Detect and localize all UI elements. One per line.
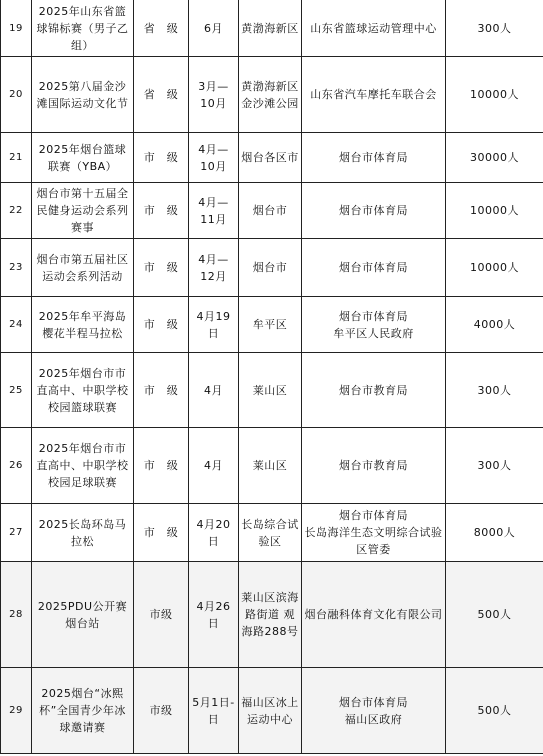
event-time: 3月—10月: [189, 57, 239, 133]
row-number: 29: [1, 668, 32, 754]
event-scale: 500人: [446, 668, 543, 754]
event-place: 莱山区: [239, 353, 302, 428]
event-level: 市 级: [134, 353, 189, 428]
row-number: 22: [1, 183, 32, 239]
event-scale: 10000人: [446, 239, 543, 297]
event-level: 省 级: [134, 0, 189, 57]
table-row: [1, 57, 543, 133]
event-place: 黄渤海新区金沙滩公园: [239, 57, 302, 133]
event-place: 烟台市: [239, 183, 302, 239]
event-time: 4月: [189, 428, 239, 504]
event-organizer: 烟台市体育局 长岛海洋生态文明综合试验区管委: [302, 504, 446, 562]
table-row: [1, 562, 543, 668]
row-number: 28: [1, 562, 32, 668]
event-name: 2025长岛环岛马拉松: [32, 504, 134, 562]
event-time: 4月26日: [189, 562, 239, 668]
event-name: 2025PDU公开赛 烟台站: [32, 562, 134, 668]
row-number: 24: [1, 297, 32, 353]
event-organizer: 山东省篮球运动管理中心: [302, 0, 446, 57]
event-time: 4月20日: [189, 504, 239, 562]
event-place: 长岛综合试验区: [239, 504, 302, 562]
event-organizer: 烟台市体育局: [302, 183, 446, 239]
event-name: 2025年烟台市市直高中、中职学校校园篮球联赛: [32, 353, 134, 428]
event-time: 4月—11月: [189, 183, 239, 239]
event-organizer: 烟台融科体育文化有限公司: [302, 562, 446, 668]
event-level: 市 级: [134, 183, 189, 239]
event-level: 市 级: [134, 133, 189, 183]
event-time: 4月—10月: [189, 133, 239, 183]
event-organizer: 烟台市教育局: [302, 353, 446, 428]
event-scale: 10000人: [446, 183, 543, 239]
event-name: 烟台市第十五届全民健身运动会系列赛事: [32, 183, 134, 239]
event-organizer: 烟台市教育局: [302, 428, 446, 504]
event-time: 4月19日: [189, 297, 239, 353]
event-organizer: 山东省汽车摩托车联合会: [302, 57, 446, 133]
event-level: 市 级: [134, 504, 189, 562]
table-row: [1, 239, 543, 297]
row-number: 27: [1, 504, 32, 562]
event-organizer: 烟台市体育局 福山区政府: [302, 668, 446, 754]
event-scale: 300人: [446, 0, 543, 57]
event-place: 莱山区: [239, 428, 302, 504]
event-name: 2025年烟台篮球联赛（YBA）: [32, 133, 134, 183]
event-organizer: 烟台市体育局: [302, 239, 446, 297]
event-level: 市 级: [134, 239, 189, 297]
event-name: 2025年烟台市市直高中、中职学校校园足球联赛: [32, 428, 134, 504]
row-number: 21: [1, 133, 32, 183]
event-level: 市级: [134, 562, 189, 668]
event-level: 市级: [134, 668, 189, 754]
table-row: [1, 133, 543, 183]
event-scale: 4000人: [446, 297, 543, 353]
table-row: [1, 297, 543, 353]
event-scale: 300人: [446, 353, 543, 428]
event-time: 4月: [189, 353, 239, 428]
event-level: 市 级: [134, 428, 189, 504]
event-place: 烟台市: [239, 239, 302, 297]
event-time: 4月—12月: [189, 239, 239, 297]
event-place: 福山区冰上运动中心: [239, 668, 302, 754]
event-name: 烟台市第五届社区运动会系列活动: [32, 239, 134, 297]
event-name: 2025烟台“冰熙杯”全国青少年冰球邀请赛: [32, 668, 134, 754]
event-place: 黄渤海新区: [239, 0, 302, 57]
row-number: 20: [1, 57, 32, 133]
table-row: [1, 183, 543, 239]
event-scale: 300人: [446, 428, 543, 504]
event-level: 市 级: [134, 297, 189, 353]
event-scale: 500人: [446, 562, 543, 668]
event-name: 2025年山东省篮球锦标赛（男子乙组）: [32, 0, 134, 57]
row-number: 23: [1, 239, 32, 297]
event-time: 5月1日-日: [189, 668, 239, 754]
table-row: [1, 668, 543, 754]
event-scale: 30000人: [446, 133, 543, 183]
table-row: [1, 0, 543, 57]
row-number: 25: [1, 353, 32, 428]
table-row: [1, 353, 543, 428]
event-scale: 10000人: [446, 57, 543, 133]
row-number: 26: [1, 428, 32, 504]
table-row: [1, 428, 543, 504]
row-number: 19: [1, 0, 32, 57]
table-row: [1, 504, 543, 562]
event-place: 烟台各区市: [239, 133, 302, 183]
event-time: 6月: [189, 0, 239, 57]
event-name: 2025年牟平海岛樱花半程马拉松: [32, 297, 134, 353]
event-name: 2025第八届金沙滩国际运动文化节: [32, 57, 134, 133]
event-organizer: 烟台市体育局: [302, 133, 446, 183]
event-scale: 8000人: [446, 504, 543, 562]
event-place: 莱山区滨海路街道 观海路288号: [239, 562, 302, 668]
event-organizer: 烟台市体育局 牟平区人民政府: [302, 297, 446, 353]
event-level: 省 级: [134, 57, 189, 133]
event-place: 牟平区: [239, 297, 302, 353]
